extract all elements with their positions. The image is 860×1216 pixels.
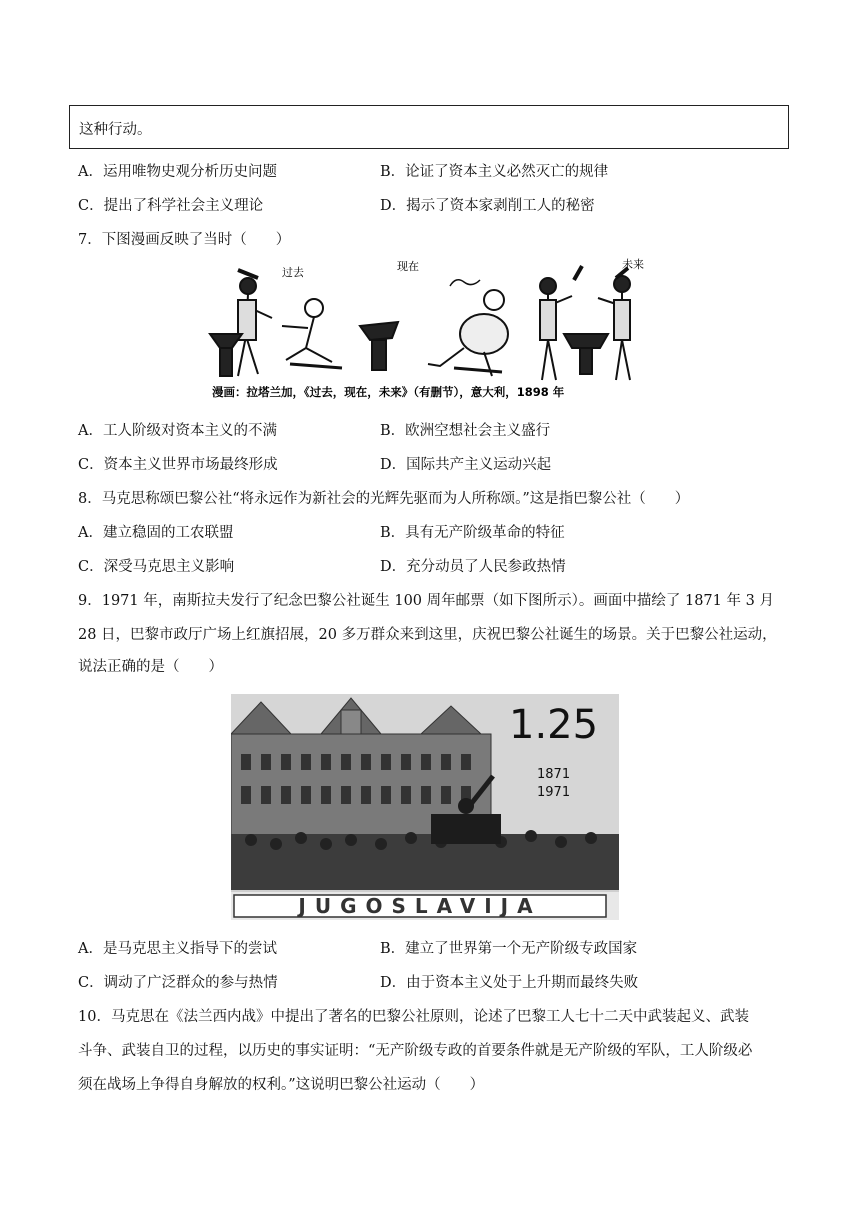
stamp-country: JUGOSLAVIJA (298, 894, 542, 918)
cartoon-label-past: 过去 (282, 266, 304, 279)
q9-option-d[interactable]: D．由于资本主义处于上升期而最终失败 (380, 975, 639, 991)
material-box-text: 这种行动。 (79, 122, 152, 138)
material-box (69, 105, 789, 149)
q8-stem: 8．马克思称颂巴黎公社“将永远作为新社会的光辉先驱而为人所称颂。”这是指巴黎公社（ ） (78, 491, 690, 507)
q9-stamp-image (231, 694, 619, 920)
q9-option-b[interactable]: B．建立了世界第一个无产阶级专政国家 (380, 941, 638, 957)
q7-option-c[interactable]: C．资本主义世界市场最终形成 (78, 457, 278, 473)
cartoon-caption: 漫画：拉塔兰加，《过去，现在，未来》（有删节），意大利，1898 年 (212, 385, 565, 399)
q8-option-a[interactable]: A．建立稳固的工农联盟 (78, 525, 234, 541)
q9-option-a[interactable]: A．是马克思主义指导下的尝试 (78, 941, 277, 957)
q7-option-d[interactable]: D．国际共产主义运动兴起 (380, 457, 552, 473)
q8-option-c[interactable]: C．深受马克思主义影响 (78, 559, 235, 575)
q7-stem: 7．下图漫画反映了当时（ ） (78, 232, 291, 248)
prev-option-c[interactable]: C．提出了科学社会主义理论 (78, 198, 264, 214)
prev-option-d[interactable]: D．揭示了资本家剥削工人的秘密 (380, 198, 595, 214)
stamp-year-end: 1971 (537, 785, 571, 800)
q7-option-a[interactable]: A．工人阶级对资本主义的不满 (78, 423, 277, 439)
q7-option-b[interactable]: B．欧洲空想社会主义盛行 (380, 423, 551, 439)
q9-stem-line-2: 28 日，巴黎市政厅广场上红旗招展，20 多万群众来到这里，庆祝巴黎公社诞生的场景。关于巴黎公社运动， (78, 627, 777, 643)
stamp-year-start: 1871 (537, 767, 571, 782)
q10-stem-line-2: 斗争、武装自卫的过程，以历史的事实证明：“无产阶级专政的首要条件就是无产阶级的军队，工人阶级必 (78, 1043, 753, 1059)
cartoon-label-now: 现在 (397, 260, 419, 273)
stamp-value: 1.25 (509, 702, 599, 748)
q8-option-d[interactable]: D．充分动员了人民参政热情 (380, 559, 566, 575)
prev-option-a[interactable]: A．运用唯物史观分析历史问题 (78, 164, 277, 180)
q10-stem-line-1: 10．马克思在《法兰西内战》中提出了著名的巴黎公社原则，论述了巴黎工人七十二天中武装起义、武装 (78, 1009, 749, 1025)
q9-stem-line-3: 说法正确的是（ ） (78, 659, 223, 675)
q9-option-c[interactable]: C．调动了广泛群众的参与热情 (78, 975, 278, 991)
cartoon-label-future: 未来 (622, 258, 644, 271)
q7-cartoon-image (202, 256, 662, 400)
q8-option-b[interactable]: B．具有无产阶级革命的特征 (380, 525, 565, 541)
prev-option-b[interactable]: B．论证了资本主义必然灭亡的规律 (380, 164, 609, 180)
q9-stem-line-1: 9．1971 年，南斯拉夫发行了纪念巴黎公社诞生 100 周年邮票（如下图所示）。画面中描绘了 1871 年 3 月 (78, 593, 774, 609)
q10-stem-line-3: 须在战场上争得自身解放的权利。”这说明巴黎公社运动（ ） (78, 1077, 485, 1093)
